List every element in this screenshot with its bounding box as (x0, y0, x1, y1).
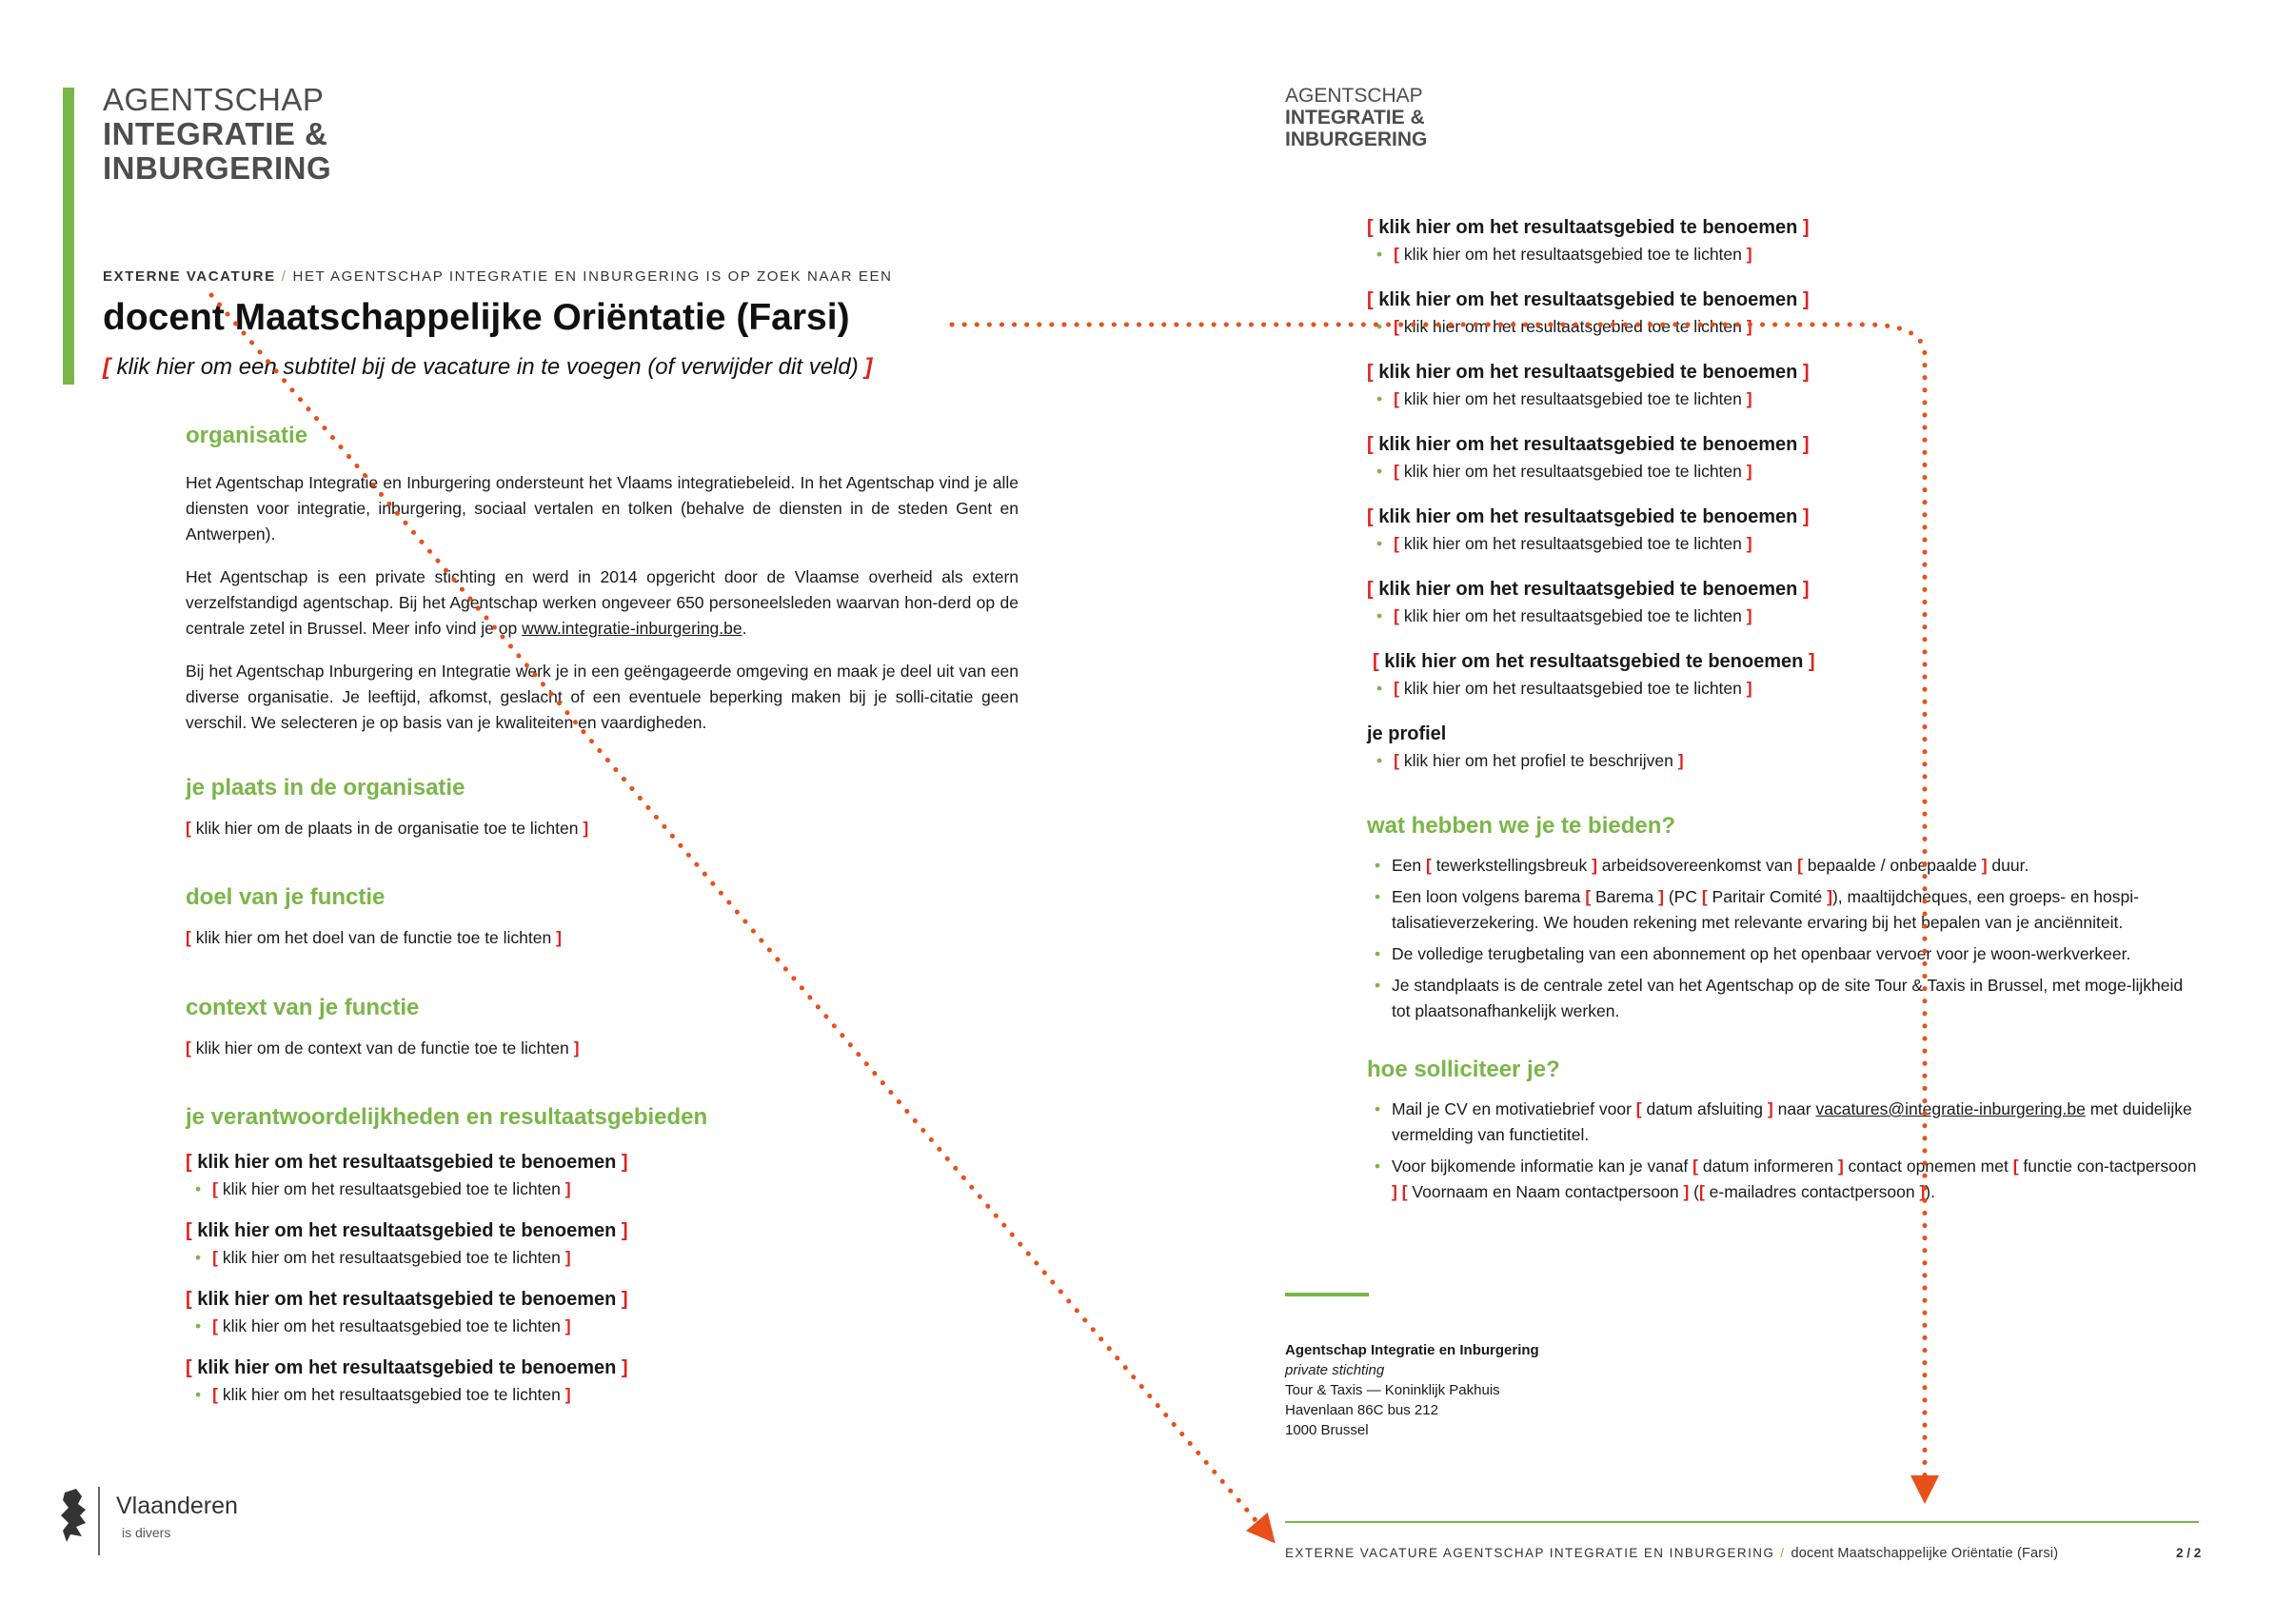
solliciteer-item: • Mail je CV en motivatiebrief voor [ datum afsluiting ] naar vacatures@integratie-inburgering.be met duidelijke vermelding van functietitel. (1367, 1097, 2205, 1148)
rg-bullet-text: klik hier om het resultaatsgebied toe te lichten (1398, 679, 1747, 698)
rg-block[interactable]: [ klik hier om het resultaatsgebied te benoemen ] • [ klik hier om het resultaatsgebied toe te lichten ] (186, 1289, 628, 1335)
logo-line-2: INTEGRATIE & (1285, 107, 1425, 129)
website-link[interactable]: www.integratie-inburgering.be (522, 619, 742, 638)
bieden-item: • Je standplaats is de centrale zetel van het Agentschap op de site Tour & Taxis in Brussel, met moge-lijkheid tot plaatsonafhankelijk werken. (1367, 973, 2205, 1024)
rg-block[interactable]: [ klik hier om het resultaatsgebied te benoemen ] • [ klik hier om het resultaatsgebied toe te lichten ] (1367, 362, 1810, 408)
rg-bullet-text: klik hier om het resultaatsgebied toe te lichten (217, 1248, 565, 1267)
address-line-1: Tour & Taxis — Koninklijk Pakhuis (1285, 1382, 1500, 1398)
organisatie-paragraph-1: Het Agentschap Integratie en Inburgering ondersteunt het Vlaams integratiebeleid. In het Agentschap vind je alle diensten voor integratie, inburgering, sociaal vertalen en tolken (behalve de diensten in de steden Gent en Antwerpen). (186, 473, 1019, 544)
doel-placeholder-text: klik hier om het doel van de functie toe te lichten (190, 928, 557, 947)
vlaanderen-tagline: is divers (122, 1525, 171, 1540)
rg-block[interactable]: [ klik hier om het resultaatsgebied te benoemen ] • [ klik hier om het resultaatsgebied toe te lichten ] (1367, 434, 1810, 481)
rg-block[interactable]: [ klik hier om het resultaatsgebied te benoemen ] • [ klik hier om het resultaatsgebied toe te lichten ] (1367, 217, 1810, 264)
organisatie-paragraph-3: Bij het Agentschap Inburgering en Integratie werk je in een geëngageerde omgeving en maak je deel uit van een diverse organisatie. Je leeftijd, afkomst, geslacht of een eventuele beperking maken bij je solli-citatie geen verschil. We selecteren je op basis van je kwaliteiten en vaardigheden. (186, 662, 1019, 732)
rg-block[interactable]: [ klik hier om het resultaatsgebied te benoemen ] • [ klik hier om het resultaatsgebied toe te lichten ] (186, 1220, 628, 1267)
plaats-placeholder-text: klik hier om de plaats in de organisatie toe te lichten (190, 819, 584, 838)
address-line-2: Havenlaan 86C bus 212 (1285, 1402, 1438, 1418)
rg-block[interactable]: [ klik hier om het resultaatsgebied te benoemen ] • [ klik hier om het resultaatsgebied toe te lichten ] (1367, 579, 1810, 625)
placeholder-datum-informeren[interactable]: datum informeren (1697, 1157, 1838, 1176)
rg-block[interactable]: [ klik hier om het resultaatsgebied te benoemen ] • [ klik hier om het resultaatsgebied toe te lichten ] (1367, 289, 1810, 336)
page-number: 2 / 2 (2176, 1546, 2202, 1560)
heading-context: context van je functie (186, 995, 420, 1020)
solliciteer-item: • Voor bijkomende informatie kan je vanaf [ datum informeren ] contact opnemen met [ functie con-tactpersoon ] [ Voornaam en Naam contactpersoon ] ([ e-mailadres contactpersoon ]). (1367, 1154, 2205, 1205)
footer-slash: / (1780, 1546, 1786, 1560)
footer-label: EXTERNE VACATURE AGENTSCHAP INTEGRATIE EN INBURGERING (1285, 1546, 1775, 1560)
rg-block[interactable]: [ klik hier om het resultaatsgebied te benoemen ] • [ klik hier om het resultaatsgebied toe te lichten ] (1367, 506, 1810, 553)
address-name: Agentschap Integratie en Inburgering (1285, 1342, 1539, 1358)
rg-title-text: klik hier om het resultaatsgebied te benoemen (1373, 362, 1803, 383)
heading-verantwoordelijkheden: je verantwoordelijkheden en resultaatsgebieden (186, 1104, 708, 1130)
dotted-arrow-right-down (952, 325, 1925, 1490)
address-line-3: 1000 Brussel (1285, 1422, 1369, 1438)
rg-title-text: klik hier om het resultaatsgebied te benoemen (1373, 506, 1803, 527)
placeholder-barema[interactable]: Barema (1591, 887, 1659, 906)
rg-bullet-text: klik hier om het resultaatsgebied toe te lichten (217, 1316, 565, 1335)
dotted-arrow-diagonal (211, 295, 1266, 1533)
rg-title-text: klik hier om het resultaatsgebied te benoemen (1378, 651, 1809, 672)
logo-line-1: AGENTSCHAP (103, 82, 325, 117)
plaats-placeholder[interactable]: [ klik hier om de plaats in de organisatie toe te lichten ] (186, 819, 589, 838)
heading-profiel: je profiel (1367, 723, 1447, 744)
logo-line-3: INBURGERING (103, 150, 332, 186)
footer-doc-title: docent Maatschappelijke Oriëntatie (Farsi) (1791, 1546, 2059, 1561)
logo-line-2: INTEGRATIE & (103, 116, 328, 151)
heading-bieden: wat hebben we je te bieden? (1367, 813, 1676, 839)
rg-block[interactable]: [ klik hier om het resultaatsgebied te benoemen ] • [ klik hier om het resultaatsgebied toe te lichten ] (1373, 651, 1815, 698)
bieden-item: • De volledige terugbetaling van een abonnement op het openbaar vervoer voor je woon-werkverkeer. (1367, 941, 2205, 967)
rg-title-text: klik hier om het resultaatsgebied te benoemen (191, 1289, 622, 1310)
bracket-close: ] (864, 354, 873, 380)
placeholder-email-contactpersoon[interactable]: e-mailadres contactpersoon (1704, 1182, 1920, 1201)
logo-line-1: AGENTSCHAP (1285, 85, 1423, 107)
kicker-strong: EXTERNE VACATURE (103, 268, 276, 285)
profiel-placeholder-text: klik hier om het profiel te beschrijven (1398, 751, 1678, 770)
rg-bullet-text: klik hier om het resultaatsgebied toe te lichten (217, 1179, 565, 1198)
rg-bullet-text: klik hier om het resultaatsgebied toe te lichten (1398, 534, 1747, 553)
heading-solliciteer: hoe solliciteer je? (1367, 1057, 1560, 1082)
bieden-item: • Een [ tewerkstellingsbreuk ] arbeidsovereenkomst van [ bepaalde / onbepaalde ] duur. (1367, 853, 2205, 879)
context-placeholder[interactable]: [ klik hier om de context van de functie toe te lichten ] (186, 1038, 580, 1058)
rg-bullet-text: klik hier om het resultaatsgebied toe te lichten (1398, 245, 1747, 264)
rg-title-text: klik hier om het resultaatsgebied te benoemen (1373, 217, 1803, 238)
rg-bullet-text: klik hier om het resultaatsgebied toe te lichten (1398, 389, 1747, 408)
bracket-open: [ (103, 354, 110, 380)
rg-title-text: klik hier om het resultaatsgebied te benoemen (191, 1220, 622, 1241)
rg-title-text: klik hier om het resultaatsgebied te benoemen (1373, 579, 1803, 600)
rg-title-text: klik hier om het resultaatsgebied te benoemen (1373, 289, 1803, 310)
vacancy-title: docent Maatschappelijke Oriëntatie (Farsi) (103, 297, 850, 338)
p2-text: Het Agentschap is een private stichting en werd in 2014 opgericht door de Vlaamse overheid als extern verzelfstandigd agentschap. Bij het Agentschap werken ongeveer 650 personeelsleden waarvan hon-derd op de centrale zetel in Brussel. Meer info vind je op (186, 567, 1019, 638)
rg-bullet-text: klik hier om het resultaatsgebied toe te lichten (217, 1385, 565, 1404)
rg-bullet-text: klik hier om het resultaatsgebied toe te lichten (1398, 606, 1747, 625)
kicker-slash: / (281, 268, 287, 285)
placeholder-datum-afsluiting[interactable]: datum afsluiting (1641, 1099, 1768, 1118)
rg-block[interactable]: [ klik hier om het resultaatsgebied te benoemen ] • [ klik hier om het resultaatsgebied toe te lichten ] (186, 1357, 628, 1404)
profiel-placeholder[interactable]: • [ klik hier om het profiel te beschrijven ] (1376, 751, 1684, 770)
context-placeholder-text: klik hier om de context van de functie toe te lichten (190, 1038, 574, 1058)
rg-title-text: klik hier om het resultaatsgebied te benoemen (1373, 434, 1803, 455)
doel-placeholder[interactable]: [ klik hier om het doel van de functie toe te lichten ] (186, 928, 562, 947)
logo-line-3: INBURGERING (1285, 129, 1428, 150)
vacatures-email-link[interactable]: vacatures@integratie-inburgering.be (1815, 1099, 2086, 1118)
rg-bullet-text: klik hier om het resultaatsgebied toe te lichten (1398, 317, 1747, 336)
bieden-item: • Een loon volgens barema [ Barema ] (PC [ Paritair Comité ]), maaltijdcheques, een groeps- en hospi-talisatieverzekering. We houden rekening met relevante ervaring bij het bepalen van je anciënniteit. (1367, 884, 2205, 936)
placeholder-paritair-comite[interactable]: Paritair Comité (1707, 887, 1828, 906)
placeholder-tewerkstellingsbreuk[interactable]: tewerkstellingsbreuk (1431, 856, 1593, 875)
heading-organisatie: organisatie (186, 423, 308, 448)
subtitle-text: klik hier om een subtitel bij de vacature in te voegen (of verwijder dit veld) (110, 354, 865, 380)
kicker-rest: HET AGENTSCHAP INTEGRATIE EN INBURGERING IS OP ZOEK NAAR EEN (292, 268, 893, 285)
heading-doel: doel van je functie (186, 884, 386, 910)
placeholder-duur[interactable]: bepaalde / onbepaalde (1802, 856, 1982, 875)
rg-title-text: klik hier om het resultaatsgebied te benoemen (191, 1357, 622, 1378)
p2-end: . (742, 619, 747, 638)
rg-bullet-text: klik hier om het resultaatsgebied toe te lichten (1398, 462, 1747, 481)
placeholder-functie-contactpersoon[interactable]: functie con-tactpersoon (2018, 1157, 2197, 1176)
address-type: private stichting (1285, 1362, 1385, 1378)
placeholder-naam-contactpersoon[interactable]: Voornaam en Naam contactpersoon (1407, 1182, 1684, 1201)
vlaanderen-name: Vlaanderen (116, 1493, 238, 1519)
rg-block[interactable]: [ klik hier om het resultaatsgebied te benoemen ] • [ klik hier om het resultaatsgebied toe te lichten ] (186, 1152, 628, 1198)
heading-plaats: je plaats in de organisatie (186, 775, 465, 801)
rg-title-text: klik hier om het resultaatsgebied te benoemen (191, 1152, 622, 1173)
